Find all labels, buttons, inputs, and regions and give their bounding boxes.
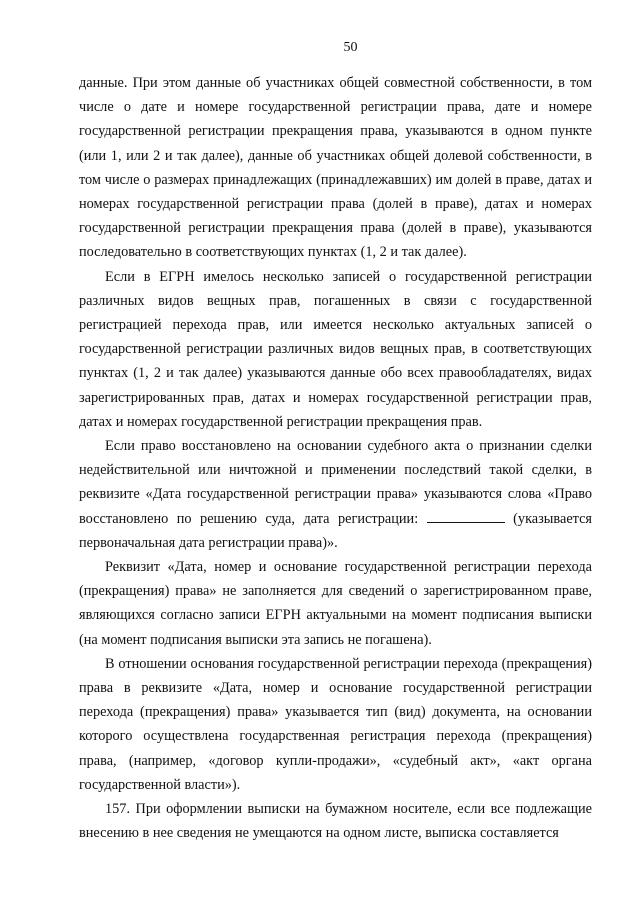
paragraph-transfer-basis: В отношении основания государственной регистрации перехода (прекращения) права в реквизите «Дата, номер и основание государственной регистрации перехода (прекращения) права» указывается тип (вид) документа, на основании которого осуществлена государственная регистрация перехода (прекращения) права, (например, «договор купли-продажи», «судебный акт», «акт органа государственной власти»). [79,655,592,793]
paragraph-multiple-records: Если в ЕГРН имелось несколько записей о государственной регистрации различных видов вещных прав, погашенных в связи с государственной регистрацией перехода прав, или имеется несколько актуальных записей о государственной регистрации различных видов вещных прав, в соответствующих пунктах (1, 2 и так далее) указываются данные обо всех правообладателях, видах зарегистрированных прав, датах и номерах государственной регистрации прав, датах и номерах государственной регистрации прекращения прав. [79,268,592,430]
paragraph-continuation: данные. При этом данные об участниках общей совместной собственности, в том числе о дате и номере государственной регистрации права, дате и номере государственной регистрации прекращения права, указываются в одном пункте (или 1, или 2 и так далее), данные об участниках общей долевой собственности, в том числе о размерах принадлежащих (принадлежавших) им долей в праве, датах и номерах государственной регистрации права (долей в праве), датах и номерах государственной регистрации прекращения права (долей в праве), указываются последовательно в соответствующих пунктах (1, 2 и так далее). [79,75,592,261]
paragraph-court-restored [79,434,592,555]
paragraph-court-restored-tail: (указывается первоначальная дата регистрации права)». [79,510,593,551]
paragraph-requisite-not-filled: Реквизит «Дата, номер и основание государственной регистрации перехода (прекращения) права» не заполняется для сведений о зарегистрированном праве, являющихся согласно записи ЕГРН актуальными на момент подписания выписки (на момент подписания выписки эта запись не погашена). [79,559,592,648]
page-number: 50 [343,40,358,55]
blank-date-line [427,510,505,523]
paragraph-157: 157. При оформлении выписки на бумажном носителе, если все подлежащие внесению в нее сведения не умещаются на одном листе, выписка составляется [79,801,592,842]
paragraph-court-restored-text: Если право восстановлено на основании судебного акта о признании сделки недействительной или ничтожной и применении последствий такой сделки, в реквизите «Дата государственной регистрации права» указываются слова «Право восстановлено по решению суда, дата регистрации: [79,438,592,527]
